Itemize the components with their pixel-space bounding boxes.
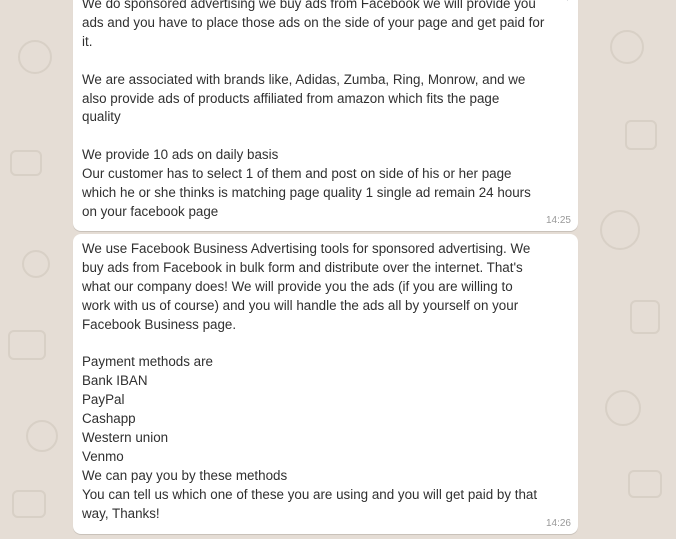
wallpaper-doodle xyxy=(22,250,50,278)
message-line: buy ads from Facebook in bulk form and distribute over the internet. That's xyxy=(82,259,523,275)
message-line: We provide 10 ads on daily basis xyxy=(82,147,279,163)
wallpaper-doodle xyxy=(625,120,657,150)
wallpaper-doodle xyxy=(600,210,640,250)
message-line: it. xyxy=(82,33,93,49)
message-line: We use Facebook Business Advertising tools for sponsored advertising. We xyxy=(82,241,531,256)
wallpaper-doodle xyxy=(26,420,58,452)
message-line: We do sponsored advertising we buy ads from Facebook we will provide you xyxy=(82,0,536,11)
wallpaper-doodle xyxy=(610,30,644,64)
message-line: on your facebook page xyxy=(82,203,219,219)
wallpaper-doodle xyxy=(630,300,660,334)
wallpaper-doodle xyxy=(10,150,42,176)
message-line: Facebook Business page. xyxy=(82,316,237,332)
message-line: Cashapp xyxy=(82,411,136,427)
message-line: We can pay you by these methods xyxy=(82,467,288,483)
wallpaper-doodle xyxy=(18,40,52,74)
message-line: PayPal xyxy=(82,392,125,408)
wallpaper-doodle xyxy=(8,330,46,360)
message-line: also provide ads of products affiliated from amazon which fits the page xyxy=(82,90,500,106)
wallpaper-doodle xyxy=(628,470,662,498)
message-line: We are associated with brands like, Adidas, Zumba, Ring, Monrow, and we xyxy=(82,71,526,87)
message-line: Payment methods are xyxy=(82,354,213,370)
message-line: Bank IBAN xyxy=(82,373,148,389)
chevron-down-icon[interactable] xyxy=(556,0,574,3)
message-line: Western union xyxy=(82,430,169,446)
message-line: what our company does! We will provide you the ads (if you are willing to xyxy=(82,278,513,294)
message-line: quality xyxy=(82,109,121,125)
message-line: You can tell us which one of these you are using and you will get paid by that xyxy=(82,486,538,502)
message-bubble[interactable] xyxy=(73,0,578,231)
message-line: way, Thanks! xyxy=(82,505,160,521)
message-timestamp: 14:25 xyxy=(545,215,571,226)
message-line xyxy=(82,335,569,354)
message-line xyxy=(82,52,569,71)
message-line: Our customer has to select 1 of them and post on side of his or her page xyxy=(82,166,512,182)
message-line: Venmo xyxy=(82,448,124,464)
message-line: work with us of course) and you will handle the ads all by yourself on your xyxy=(82,297,519,313)
wallpaper-doodle xyxy=(605,390,641,426)
message-line: which he or she thinks is matching page quality 1 single ad remain 24 hours xyxy=(82,185,531,201)
message-line xyxy=(82,127,569,146)
message-bubble[interactable] xyxy=(73,234,578,534)
message-timestamp: 14:26 xyxy=(545,518,571,529)
wallpaper-doodle xyxy=(12,490,46,518)
message-line: ads and you have to place those ads on the side of your page and get paid for xyxy=(82,14,545,30)
